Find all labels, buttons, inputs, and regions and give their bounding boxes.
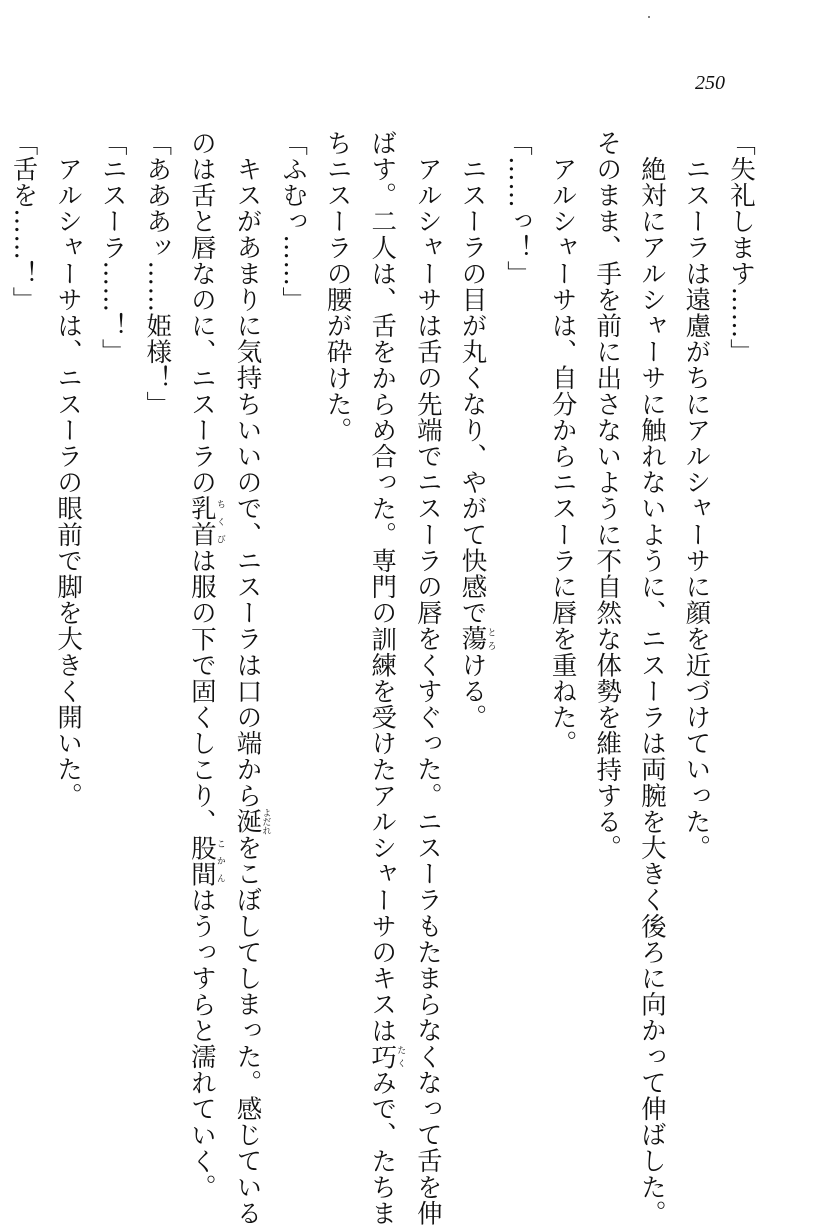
- text-line-9: ばす。二人は、舌をからめ合った。専門の訓練を受けたアルシャーサのキスは巧たくみで、たちま: [367, 130, 406, 1226]
- text-line-12: キスがあまりに気持ちいいので、ニスーラは口の端から涎よだれをこぼしてしまった。感じている: [232, 155, 271, 1226]
- text-line-8: アルシャーサは舌の先端でニスーラの唇をくすぐった。ニスーラもたまらなくなって舌を伸: [412, 155, 443, 1226]
- text-line-1: 「失礼します……」: [726, 130, 756, 365]
- ruby-chikubi: 乳首ちくび: [186, 495, 225, 548]
- text-line-5: アルシャーサは、自分からニスーラに唇を重ねた。: [547, 155, 578, 756]
- text-line-17: 「舌を……！」: [8, 130, 39, 313]
- ruby-yodare: 涎よだれ: [232, 807, 271, 835]
- vertical-text-body: [8, 130, 763, 1226]
- text-line-14: 「あああッ……姫様！」: [142, 130, 173, 418]
- text-line-15: 「ニスーラ……！」: [97, 130, 128, 365]
- text-line-2: ニスーラは遠慮がちにアルシャーサに顔を近づけていった。: [681, 155, 712, 861]
- text-line-13: のは舌と唇なのに、ニスーラの乳首ちくびは服の下で固くしこり、股間こかんはうっすらと濡れていく。: [186, 130, 225, 1201]
- text-line-11: 「ふむっ……」: [278, 130, 309, 313]
- ruby-takumi: 巧たく: [367, 1043, 406, 1070]
- text-line-7: ニスーラの目が丸くなり、やがて快感で蕩とろける。: [457, 155, 496, 730]
- text-line-6: 「……っ！」: [503, 130, 534, 287]
- text-line-3: 絶対にアルシャーサに触れないように、ニスーラは両腕を大きく後ろに向かって伸ばした。: [636, 155, 667, 1226]
- print-speck: [648, 16, 650, 18]
- page-number: 250: [695, 72, 725, 94]
- ruby-kokan: 股間こかん: [186, 834, 225, 887]
- text-line-16: アルシャーサは、ニスーラの眼前で脚を大きく開いた。: [53, 155, 84, 808]
- text-line-10: ちニスーラの腰が砕けた。: [322, 130, 353, 444]
- ruby-toro: 蕩とろ: [457, 625, 496, 652]
- text-line-4: そのまま、手を前に出さないように不自然な体勢を維持する。: [592, 130, 623, 861]
